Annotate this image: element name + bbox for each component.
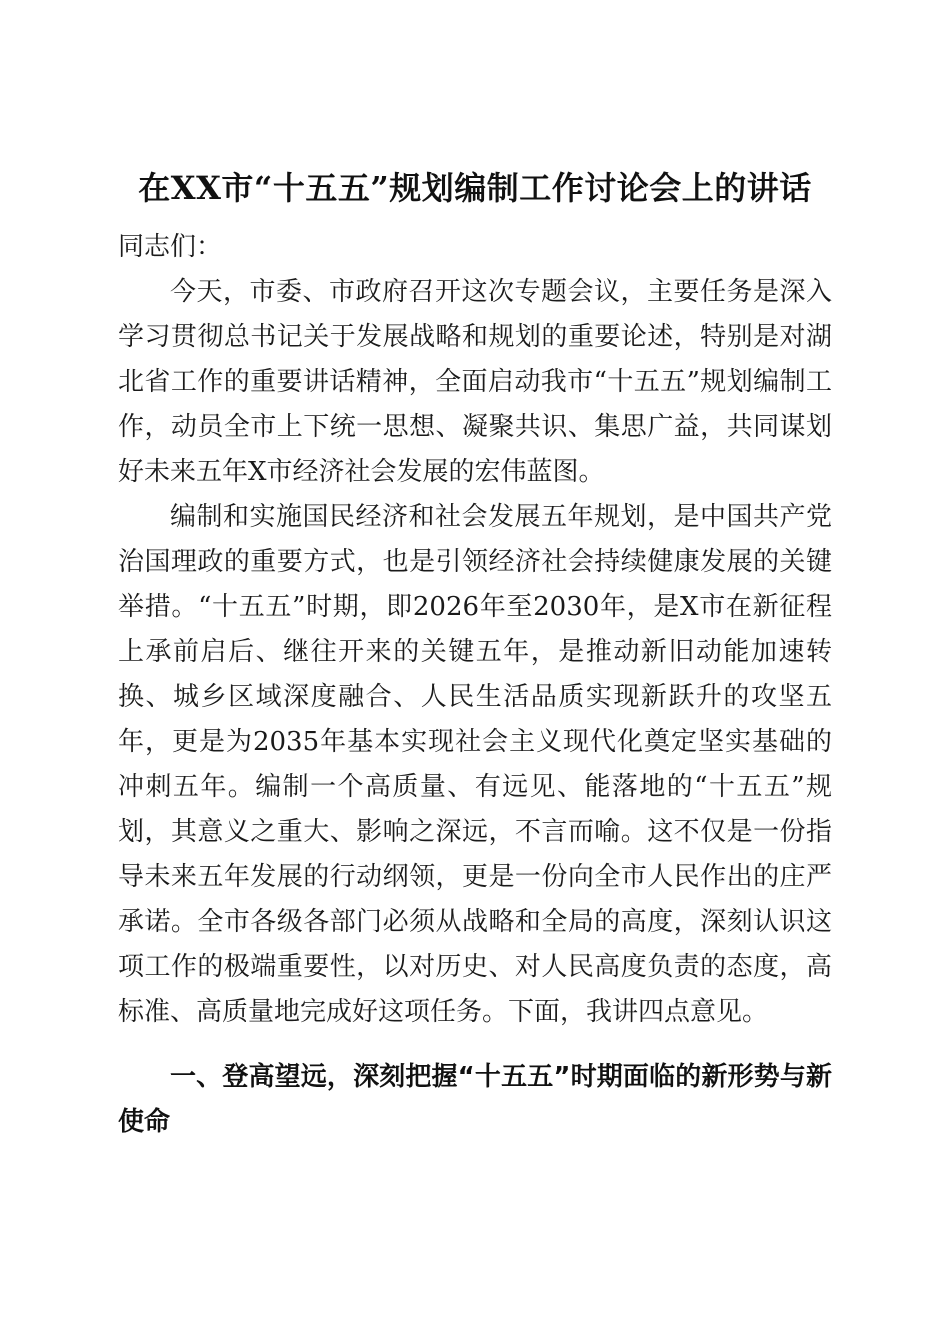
body-paragraph-1: 今天，市委、市政府召开这次专题会议，主要任务是深入学习贯彻总书记关于发展战略和规划的重要论述，特别是对湖北省工作的重要讲话精神，全面启动我市“十五五”规划编制工作，动员全市上下统一思想、凝聚共识、集思广益，共同谋划好未来五年X市经济社会发展的宏伟蓝图。 — [118, 277, 832, 487]
salutation-line: 同志们： — [118, 232, 223, 262]
section-heading-1: 一、登高望远，深刻把握“十五五”时期面临的新形势与新使命 — [118, 1062, 832, 1137]
document-content — [118, 165, 832, 1145]
body-paragraph-2: 编制和实施国民经济和社会发展五年规划，是中国共产党治国理政的重要方式，也是引领经济社会持续健康发展的关键举措。“十五五”时期，即2026年至2030年，是X市在新征程上承前启后、继往开来的关键五年，是推动新旧动能加速转换、城乡区域深度融合、人民生活品质实现新跃升的攻坚五年，更是为2035年基本实现社会主义现代化奠定坚实基础的冲刺五年。编制一个高质量、有远见、能落地的“十五五”规划，其意义之重大、影响之深远，不言而喻。这不仅是一份指导未来五年发展的行动纲领，更是一份向全市人民作出的庄严承诺。全市各级各部门必须从战略和全局的高度，深刻认识这项工作的极端重要性，以对历史、对人民高度负责的态度，高标准、高质量地完成好这项任务。下面，我讲四点意见。 — [118, 502, 832, 1027]
page-title-line-2: 讲话 — [746, 169, 812, 207]
page-title-line-1: 在XX市“十五五”规划编制工作讨论会上的 — [138, 169, 747, 207]
page-title — [118, 165, 832, 211]
